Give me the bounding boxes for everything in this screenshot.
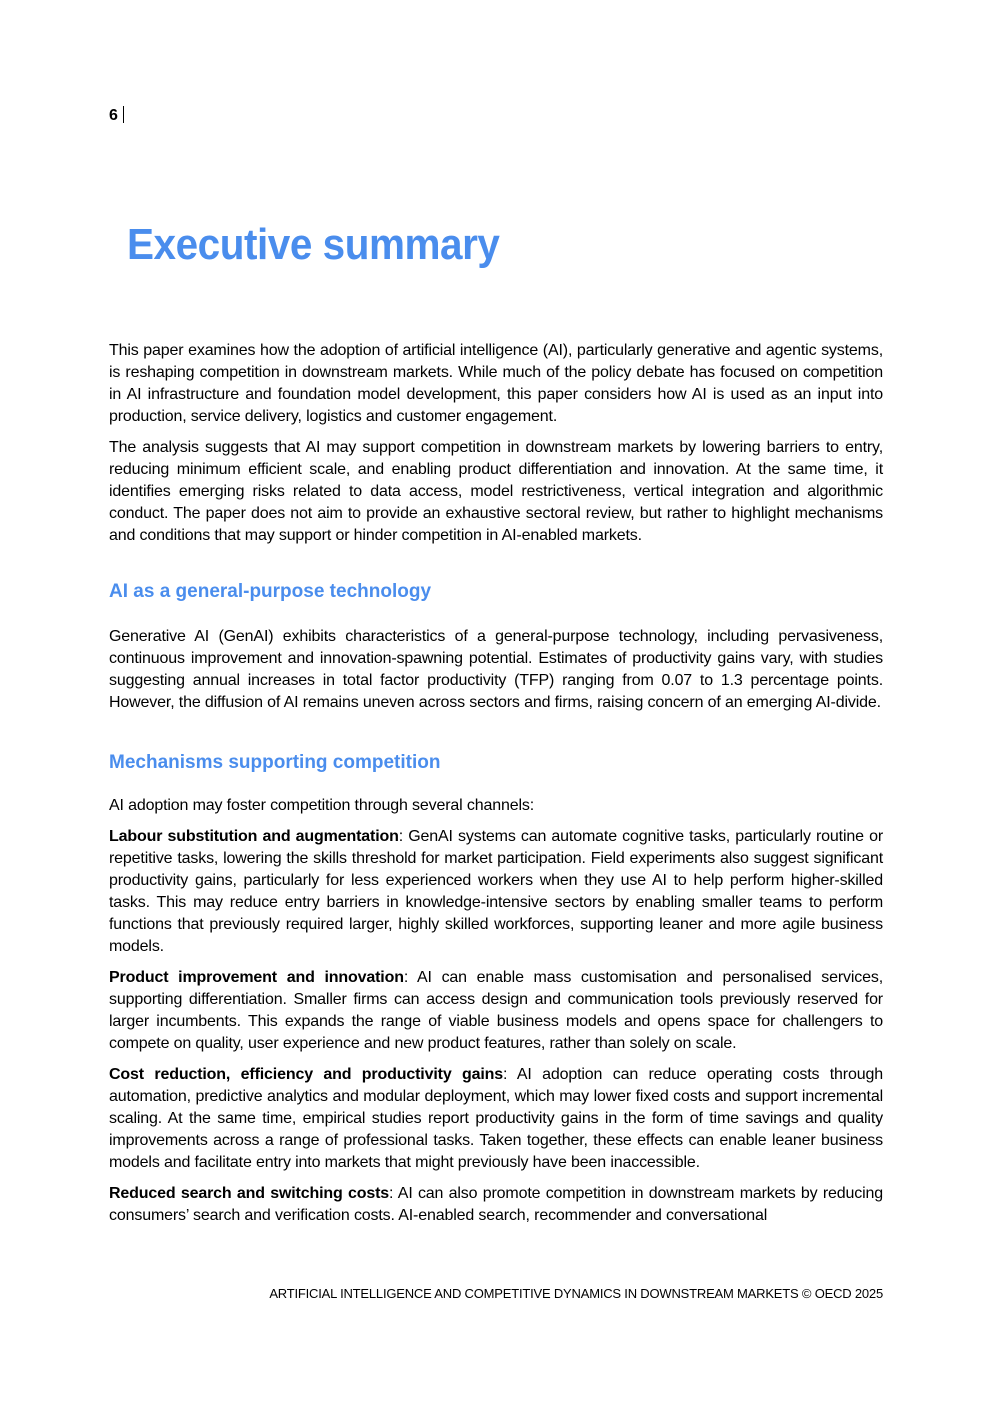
mechanism-text: : AI can enable mass customisation and personalised services, supporting differentiation. Smaller firms can access design and communication tools previously reserved for larger incumbents. This expands the range of viable business models and opens space for challengers to compete on quality, user experience and new product features, rather than solely on scale.: [109, 969, 883, 1052]
mechanism-item-product: [109, 967, 883, 1055]
page-number-value: 6: [109, 107, 118, 124]
mechanism-text: : GenAI systems can automate cognitive tasks, particularly routine or repetitive tasks, lowering the skills threshold for market participation. Field experiments also suggest significant productivity gains, particularly for less experienced workers when they use AI to help perform higher-skilled tasks. This may reduce entry barriers in knowledge-intensive sectors by enabling smaller teams to perform functions that previously required larger, highly skilled workforces, supporting leaner and more agile business models.: [109, 828, 883, 955]
mechanism-item-search: [109, 1183, 883, 1227]
section-heading-gpt: AI as a general-purpose technology: [109, 581, 432, 602]
mechanism-term: Labour substitution and augmentation: [109, 828, 399, 845]
mechanism-text: : AI adoption can reduce operating costs through automation, predictive analytics and modular deployment, which may lower fixed costs and support incremental scaling. At the same time, empirical studies report productivity gains in the form of time savings and quality improvements across a range of professional tasks. Taken together, these effects can enable leaner business models and facilitate entry into markets that might previously have been inaccessible.: [109, 1066, 883, 1171]
intro-paragraph-1: This paper examines how the adoption of artificial intelligence (AI), particularly generative and agentic systems, is reshaping competition in downstream markets. While much of the policy debate has focused on competition in AI infrastructure and foundation model development, this paper considers how AI is used as an input into production, service delivery, logistics and customer engagement.: [109, 342, 883, 425]
section-heading-mechanisms: Mechanisms supporting competition: [109, 752, 441, 773]
mechanism-item-labour: [109, 826, 883, 958]
intro-paragraph-2: The analysis suggests that AI may support competition in downstream markets by lowering barriers to entry, reducing minimum efficient scale, and enabling product differentiation and innovation. At the same time, it identifies emerging risks related to data access, model restrictiveness, vertical integration and algorithmic conduct. The paper does not aim to provide an exhaustive sectoral review, but rather to highlight mechanisms and conditions that may support or hinder competition in AI-enabled markets.: [109, 439, 883, 544]
page-number-separator: [123, 106, 124, 123]
mechanism-term: Reduced search and switching costs: [109, 1185, 390, 1202]
page-footer: ARTIFICIAL INTELLIGENCE AND COMPETITIVE DYNAMICS IN DOWNSTREAM MARKETS © OECD 2025: [269, 1286, 883, 1301]
mechanism-term: Product improvement and innovation: [109, 969, 404, 986]
mechanism-text: : AI can also promote competition in downstream markets by reducing consumers’ search and verification costs. AI-enabled search, recommender and conversational: [109, 1185, 883, 1224]
mechanism-item-cost: [109, 1064, 883, 1174]
page-number: [109, 106, 124, 126]
section-gpt-paragraph: Generative AI (GenAI) exhibits characteristics of a general-purpose technology, including pervasiveness, continuous improvement and innovation-spawning potential. Estimates of productivity gains vary, with studies suggesting annual increases in total factor productivity (TFP) ranging from 0.07 to 1.3 percentage points. However, the diffusion of AI remains uneven across sectors and firms, raising concern of an emerging AI-divide.: [109, 628, 883, 711]
document-body: [109, 340, 883, 1236]
page-title: Executive summary: [127, 220, 500, 269]
mechanisms-lead: AI adoption may foster competition through several channels:: [109, 797, 535, 814]
mechanism-term: Cost reduction, efficiency and productivity gains: [109, 1066, 504, 1083]
